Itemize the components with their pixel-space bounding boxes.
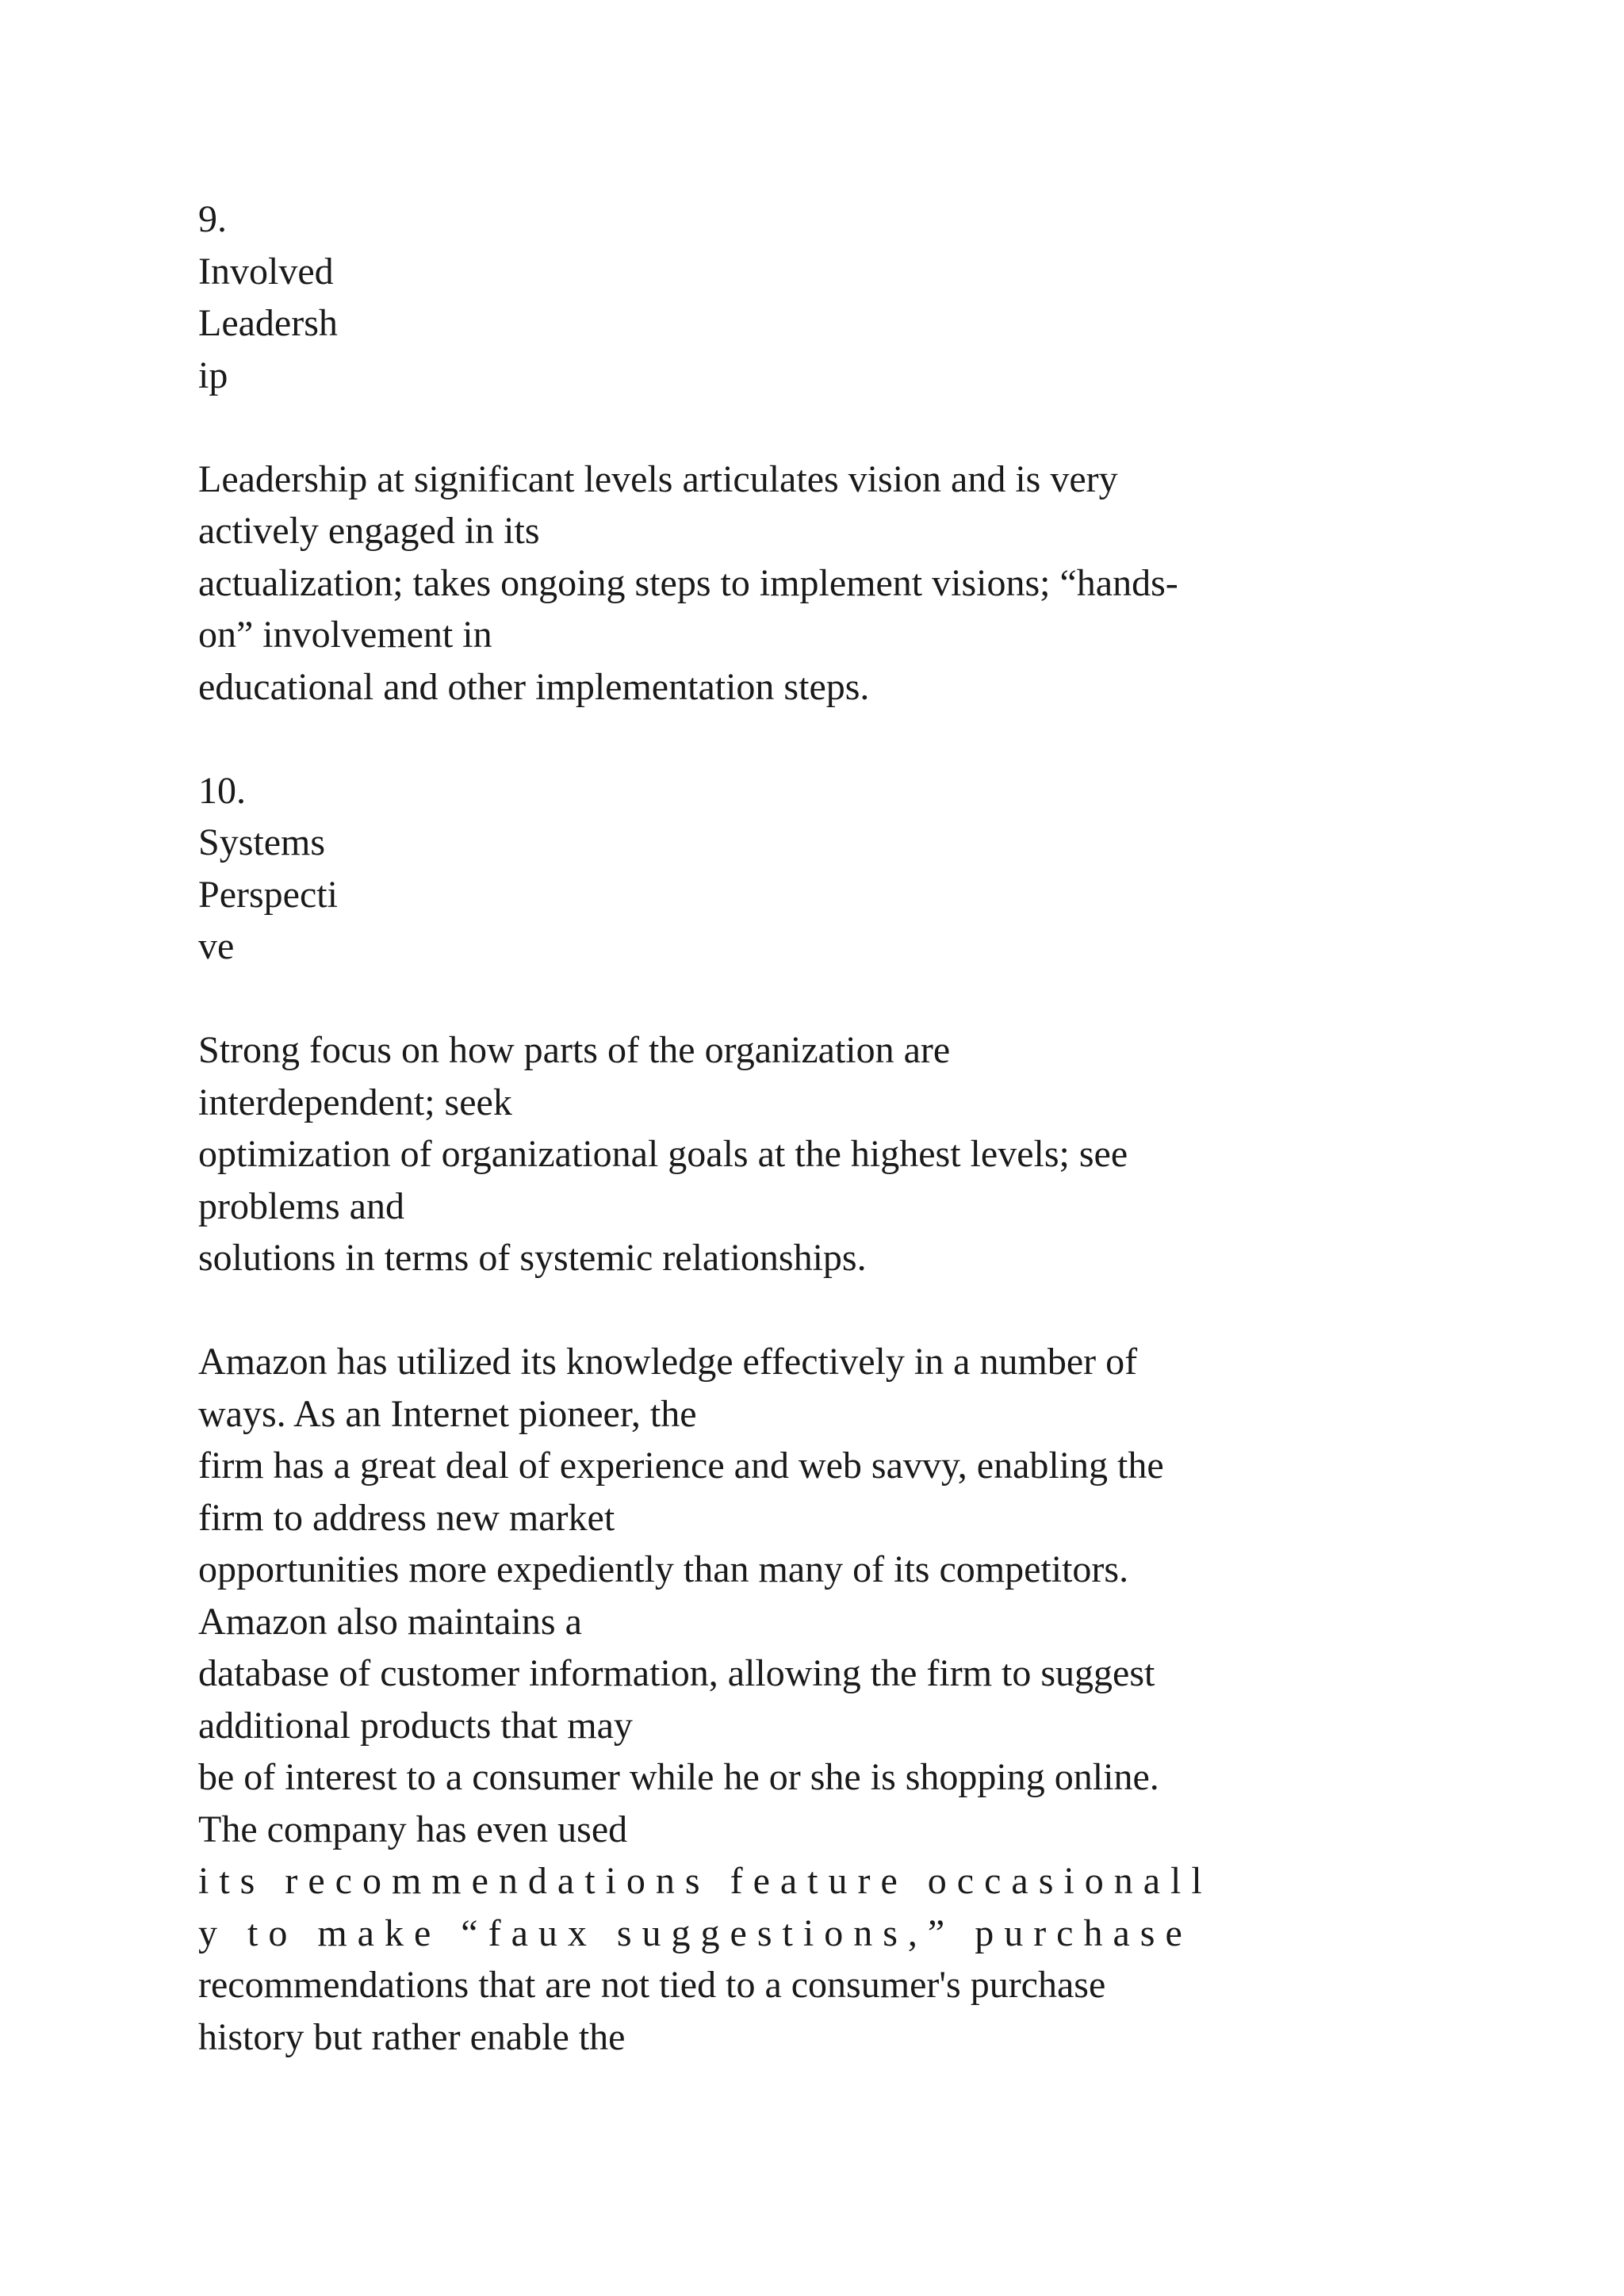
section-10-title-line: Perspecti (198, 873, 338, 916)
section-9-title-line: Involved (198, 250, 334, 293)
section-9-number: 9. (198, 198, 227, 240)
body-paragraph-line: history but rather enable the (198, 2015, 626, 2058)
blank-line (198, 713, 1546, 765)
section-10-description-line: Strong focus on how parts of the organization are (198, 1029, 951, 1071)
section-10-description-line: solutions in terms of systemic relationships. (198, 1237, 867, 1279)
body-paragraph-spaced-line: i t s r e c o m m e n d a t i o n s f e a t u r e o c c a s i o n a l l (198, 1860, 1203, 1902)
section-10-title-line: ve (198, 925, 235, 967)
section-9-title-line: ip (198, 354, 228, 396)
section-9-title-line: Leadersh (198, 302, 338, 344)
body-paragraph-line: firm to address new market (198, 1496, 615, 1539)
body-paragraph-spaced-line: y t o m a k e “ f a u x s u g g e s t i o n s , ” p u r c h a s e (198, 1911, 1183, 1954)
document-text (198, 193, 1546, 2063)
body-paragraph-line: additional products that may (198, 1704, 633, 1747)
section-10-description-line: optimization of organizational goals at the highest levels; see (198, 1133, 1128, 1175)
section-10-description-line: interdependent; seek (198, 1081, 512, 1123)
section-9-description-line: educational and other implementation steps. (198, 665, 870, 708)
section-9-description-line: actualization; takes ongoing steps to implement visions; “hands- (198, 561, 1178, 604)
body-paragraph-line: The company has even used (198, 1808, 628, 1850)
body-paragraph-line: firm has a great deal of experience and web savvy, enabling the (198, 1445, 1164, 1487)
body-paragraph-line: opportunities more expediently than many of its competitors. (198, 1548, 1129, 1590)
body-paragraph-line: recommendations that are not tied to a consumer's purchase (198, 1964, 1106, 2006)
blank-line (198, 973, 1546, 1025)
body-paragraph-line: Amazon has utilized its knowledge effectively in a number of (198, 1341, 1138, 1383)
blank-line (198, 401, 1546, 453)
section-10-number: 10. (198, 769, 246, 812)
body-paragraph-line: Amazon also maintains a (198, 1600, 582, 1643)
section-10-description-line: problems and (198, 1184, 404, 1227)
body-paragraph-line: ways. As an Internet pioneer, the (198, 1392, 697, 1435)
section-9-description-line: Leadership at significant levels articulates vision and is very (198, 457, 1118, 500)
body-paragraph-line: be of interest to a consumer while he or she is shopping online. (198, 1756, 1159, 1798)
blank-line (198, 1284, 1546, 1337)
section-9-description-line: actively engaged in its (198, 510, 540, 552)
section-10-title-line: Systems (198, 821, 326, 863)
section-9-description-line: on” involvement in (198, 614, 492, 656)
body-paragraph-line: database of customer information, allowing the firm to suggest (198, 1652, 1155, 1694)
